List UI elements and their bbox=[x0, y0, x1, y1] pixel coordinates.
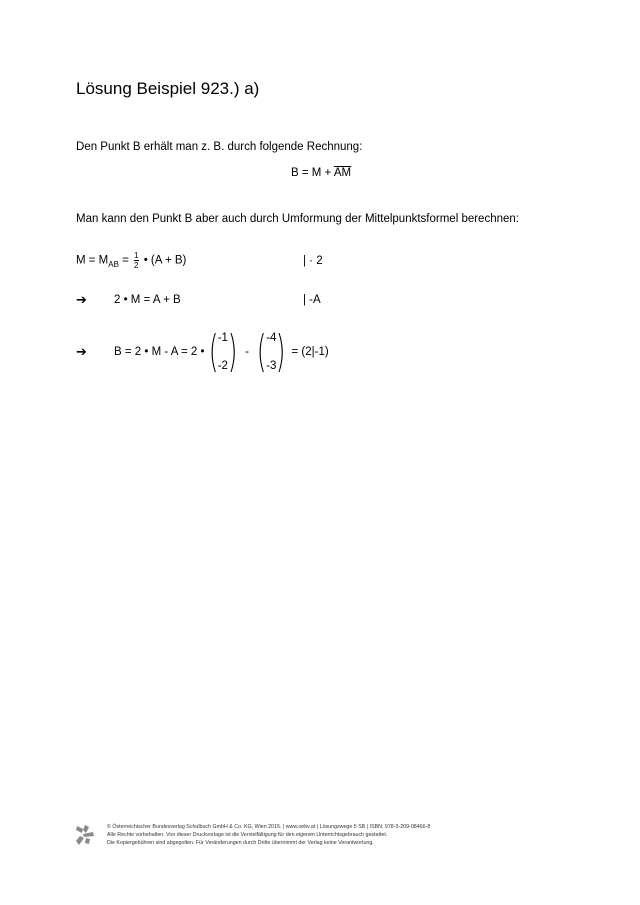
arrow-icon: ➔ bbox=[76, 345, 87, 360]
step3-expression bbox=[114, 326, 329, 377]
midpoint-formula bbox=[76, 251, 186, 270]
intro-text: Den Punkt B erhält man z. B. durch folgende Rechnung: bbox=[76, 141, 363, 153]
vector-1: ( -1 -2 ) bbox=[208, 326, 238, 377]
operation-minus-a: | -A bbox=[303, 294, 321, 306]
fraction-half: $\frac{1}{2}$ bbox=[134, 251, 139, 270]
formula-equals: = bbox=[118, 254, 133, 267]
equation-lhs: B = M + bbox=[291, 167, 334, 179]
step2-expression: 2 • M = A + B bbox=[114, 294, 181, 306]
arrow-icon: ➔ bbox=[76, 293, 87, 308]
formula-subscript: AB bbox=[108, 259, 119, 269]
formula-rest: • (A + B) bbox=[140, 254, 187, 267]
footer-rights: Alle Rechte vorbehalten. Von dieser Druckvorlage ist die Vervielfältigung für den eigenen Unterrichtsgebrauch gestattet. bbox=[107, 832, 388, 838]
page-title: Lösung Beispiel 923.) a) bbox=[76, 79, 260, 98]
vector-2: ( -4 -3 ) bbox=[256, 326, 286, 377]
operation-times-2: | · 2 bbox=[303, 255, 323, 267]
publisher-logo-icon bbox=[74, 824, 96, 851]
minus-sign: - bbox=[245, 346, 249, 358]
method-text: Man kann den Punkt B aber auch durch Umformung der Mittelpunktsformel berechnen: bbox=[76, 213, 519, 225]
footer-copyright: © Österreichischer Bundesverlag Schulbuch GmbH & Co. KG, Wien 2015. | www.oebv.at | Lösungswege 5 SB | ISBN: 978-3-209-08466-8 bbox=[107, 824, 431, 830]
vector-equation bbox=[291, 167, 351, 179]
vector-am: $\overline{AM}$ bbox=[333, 167, 352, 179]
result: = (2|-1) bbox=[291, 346, 329, 358]
step3-lhs: B = 2 • M - A = 2 • bbox=[114, 346, 205, 358]
formula-m: M = M bbox=[76, 254, 109, 267]
footer-disclaimer: Die Kopiergebühren sind abgegolten. Für Veränderungen durch Dritte übernimmt der Verlag keine Verantwortung. bbox=[107, 840, 374, 846]
